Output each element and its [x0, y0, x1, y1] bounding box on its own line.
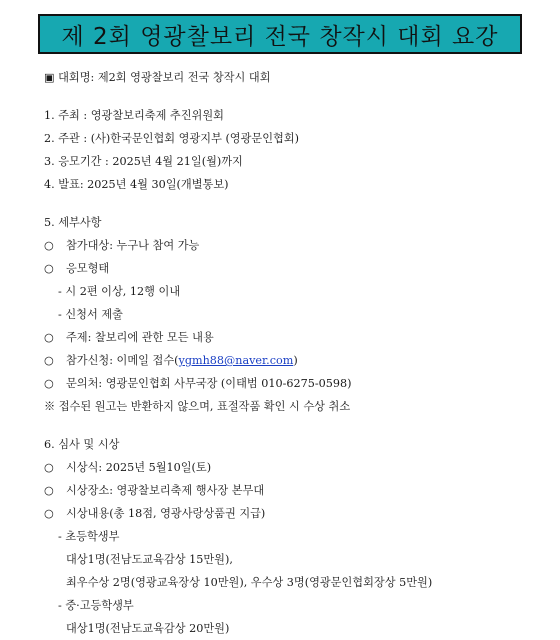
page-title: 제 2회 영광찰보리 전국 창작시 대회 요강: [61, 23, 499, 50]
middle-high-line: 대상1명(전남도교육감상 20만원): [66, 622, 230, 635]
circle-bullet-icon: ○: [44, 262, 54, 275]
award-place-item: [36, 479, 550, 502]
theme-item: [36, 326, 550, 349]
award-date-item: [36, 456, 550, 479]
circle-bullet-icon: ○: [44, 331, 54, 344]
contact-text: 문의처: 영광문인협회 사무국장 (이태범 010-6275-0598): [66, 377, 352, 390]
section6-heading: 6. 심사 및 시상: [44, 438, 120, 451]
circle-bullet-icon: ○: [44, 377, 54, 390]
theme-text: 주제: 찰보리에 관한 모든 내용: [66, 331, 214, 344]
email-link[interactable]: ygmh88@naver.com: [178, 354, 294, 367]
form-sub-item: - 신청서 제출: [58, 308, 123, 321]
title-banner: [38, 14, 522, 54]
elementary-line: 최우수상 2명(영광교육장상 10만원), 우수상 3명(영광문인협회장상 5만원): [66, 576, 433, 589]
form-item: [36, 257, 550, 280]
middle-high-heading: - 중·고등학생부: [58, 599, 134, 612]
elementary-line: 대상1명(전남도교육감상 15만원),: [66, 553, 233, 566]
award-content-text: 시상내용(총 18점, 영광사랑상품권 지급): [66, 507, 266, 520]
form-sub-item: - 시 2편 이상, 12행 이내: [58, 285, 181, 298]
apply-suffix: ): [293, 354, 298, 367]
info-host: 2. 주관 : (사)한국문인협회 영광지부 (영광문인협회): [44, 132, 300, 145]
circle-bullet-icon: ○: [44, 239, 54, 252]
circle-bullet-icon: ○: [44, 484, 54, 497]
section5-heading: 5. 세부사항: [44, 216, 102, 229]
circle-bullet-icon: ○: [44, 461, 54, 474]
target-text: 참가대상: 누구나 참여 가능: [66, 239, 200, 252]
contact-item: [36, 372, 550, 395]
form-text: 응모형태: [66, 262, 110, 275]
circle-bullet-icon: ○: [44, 354, 54, 367]
note-text: ※ 접수된 원고는 반환하지 않으며, 표절작품 확인 시 수상 취소: [44, 400, 351, 413]
info-announcement: 4. 발표: 2025년 4월 30일(개별통보): [44, 178, 229, 191]
award-content-item: [36, 502, 550, 525]
document-body: [36, 66, 550, 640]
apply-item: [36, 349, 550, 372]
award-date-text: 시상식: 2025년 5월10일(토): [66, 461, 212, 474]
award-place-text: 시상장소: 영광찰보리축제 행사장 본무대: [66, 484, 265, 497]
target-item: [36, 234, 550, 257]
event-name: ▣ 대회명: 제2회 영광찰보리 전국 창작시 대회: [44, 71, 271, 84]
info-period: 3. 응모기간 : 2025년 4월 21일(월)까지: [44, 155, 243, 168]
circle-bullet-icon: ○: [44, 507, 54, 520]
apply-text: 참가신청: 이메일 접수(: [66, 354, 179, 367]
elementary-heading: - 초등학생부: [58, 530, 120, 543]
info-organizer: 1. 주최 : 영광찰보리축제 추진위원회: [44, 109, 224, 122]
